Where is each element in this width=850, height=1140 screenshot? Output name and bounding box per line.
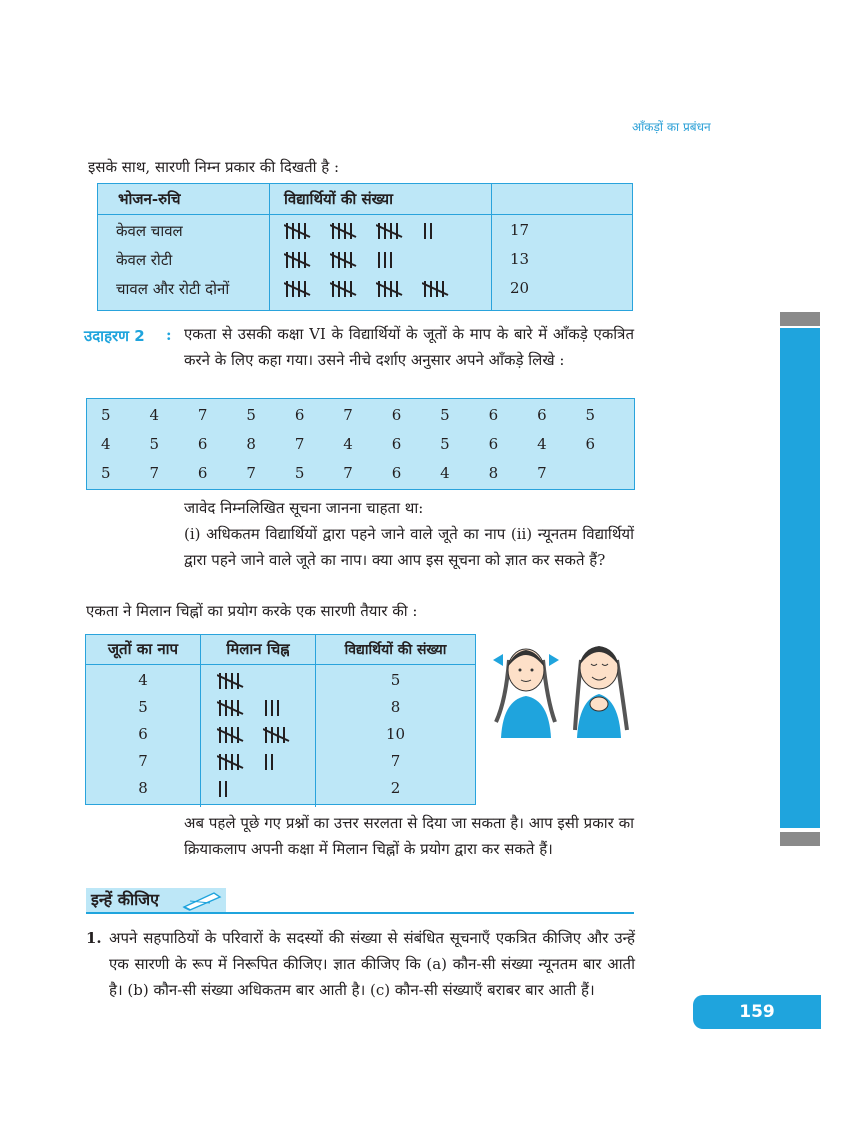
data-grid-cell: 8 [488, 463, 499, 482]
tally-group-five [330, 250, 360, 270]
table1-header-food: भोजन-रुचि [98, 184, 270, 214]
tally-marks [284, 279, 490, 308]
tally-group-partial [217, 779, 233, 799]
table1-row-label: चावल और रोटी दोनों [116, 279, 230, 298]
tally-group-partial [263, 698, 285, 718]
data-grid-cell: 6 [197, 463, 208, 482]
data-grid-cell: 6 [197, 434, 208, 453]
data-grid-cell: 5 [440, 434, 450, 453]
tally-group-five [330, 279, 360, 299]
table2-count: 5 [390, 670, 401, 689]
section-rule [86, 912, 634, 914]
data-grid-cell: 6 [391, 463, 402, 482]
table2-count-column [316, 664, 476, 807]
data-grid-cell: 6 [488, 405, 499, 424]
shoe-size-tally-table [85, 634, 476, 805]
data-grid-cell: 5 [149, 434, 159, 453]
example-text: एकता से उसकी कक्षा VI के विद्यार्थियों के जूतों के माप के बारे में आँकड़े एकत्रित करने के लिए कहा गया। उसने नीचे दर्शाए अनुसार अपने आँकड़े लिखे : [184, 325, 634, 369]
table2-size: 4 [138, 670, 148, 689]
tally-group-five [422, 279, 452, 299]
exercise-text: अपने सहपाठियों के परिवारों के सदस्यों की संख्या से संबंधित सूचनाएँ एकत्रित कीजिए और उन्हें एक सारणी के रूप में निरूपित कीजिए। ज्ञात कीजिए कि (a) कौन-सी संख्या न्यूनतम बार आती है। (b) कौन-सी संख्या अधिकतम बार आती है। (c) कौन-सी संख्याएँ बराबर बार आती हैं। [109, 929, 635, 999]
tally-group-five [284, 250, 314, 270]
tally-group-five [376, 221, 406, 241]
data-grid-cell: 4 [343, 434, 353, 453]
data-grid-cell: 6 [391, 434, 402, 453]
food-preference-table [97, 183, 633, 311]
girls-illustration [481, 630, 633, 738]
page-number: 159 [693, 995, 821, 1029]
tally-marks [284, 221, 490, 250]
data-grid-cell: 4 [440, 463, 450, 482]
data-grid-cell: 6 [488, 434, 499, 453]
exercise-number: 1. [86, 929, 102, 947]
data-grid-cell: 7 [343, 463, 353, 482]
table1-row-count: 17 [510, 220, 530, 239]
data-grid-cell: 5 [246, 405, 256, 424]
ekta-line: एकता ने मिलान चिह्नों का प्रयोग करके एक सारणी तैयार की : [86, 602, 418, 620]
data-grid-cell: 8 [246, 434, 256, 453]
javed-line: जावेद निम्नलिखित सूचना जानना चाहता था: [184, 499, 424, 517]
tally-marks [217, 698, 314, 725]
tally-group-partial [376, 250, 398, 270]
data-grid-cell: 7 [294, 434, 305, 453]
data-grid-cell: 6 [391, 405, 402, 424]
section-title: इन्हें कीजिए [91, 890, 160, 909]
table2-count: 2 [390, 778, 401, 797]
table2-tally-column [201, 664, 316, 807]
data-grid-cell: 5 [585, 405, 596, 424]
tally-marks [217, 779, 314, 806]
table2-header-tally: मिलान चिह्न [201, 635, 316, 664]
tally-marks [284, 250, 490, 279]
table1-header-blank [492, 184, 633, 214]
data-grid-cell: 4 [149, 405, 159, 424]
questions-text: (i) अधिकतम विद्यार्थियों द्वारा पहने जाने वाले जूते का नाप (ii) न्यूनतम विद्यार्थियों द्वारा पहने जाने वाले जूते का नाप। क्या आप इस सूचना को ज्ञात कर सकते हैं? [184, 525, 634, 569]
running-header: आँकड़ों का प्रबंधन [632, 120, 711, 134]
data-grid-cell: 4 [101, 434, 111, 453]
tally-group-five [217, 698, 247, 718]
tally-marks [217, 752, 314, 779]
data-grid-cell: 5 [440, 405, 450, 424]
tally-group-five [330, 221, 360, 241]
table2-size: 8 [138, 778, 148, 797]
answer-paragraph: अब पहले पूछे गए प्रश्नों का उत्तर सरलता से दिया जा सकता है। आप इसी प्रकार का क्रियाकलाप अपनी कक्षा में मिलान चिह्नों के प्रयोग द्वारा कर सकते हैं। [184, 814, 634, 858]
table2-header-size: जूतों का नाप [86, 635, 201, 664]
tally-group-five [263, 725, 293, 745]
shoe-size-data-grid [86, 398, 635, 490]
side-bar-top-cap [780, 312, 820, 326]
data-grid-cell: 7 [343, 405, 353, 424]
table2-header-count: विद्यार्थियों की संख्या [344, 641, 447, 658]
data-grid-cell: 5 [294, 463, 305, 482]
tally-marks [217, 671, 314, 698]
table2-size: 5 [138, 697, 148, 716]
data-grid-cell: 7 [149, 463, 159, 482]
data-grid-cell: 7 [197, 405, 208, 424]
table2-count: 10 [385, 724, 406, 743]
table1-row-count: 20 [510, 278, 530, 297]
side-bar-bottom-cap [780, 832, 820, 846]
data-grid-cell: 6 [294, 405, 305, 424]
data-grid-cell: 5 [101, 405, 111, 424]
data-grid-cell [586, 458, 634, 487]
table2-size: 6 [138, 724, 148, 743]
tally-group-five [217, 725, 247, 745]
tally-group-five [217, 752, 247, 772]
tally-group-five [284, 221, 314, 241]
intro-line: इसके साथ, सारणी निम्न प्रकार की दिखती है : [88, 158, 340, 176]
tally-group-five [376, 279, 406, 299]
table2-size-column [86, 664, 201, 807]
data-grid-cell: 5 [101, 463, 111, 482]
table2-size: 7 [138, 751, 148, 770]
data-grid-cell: 7 [246, 463, 256, 482]
data-grid-cell: 4 [537, 434, 547, 453]
table1-header-count: विद्यार्थियों की संख्या [270, 184, 492, 214]
data-grid-cell: 6 [585, 434, 596, 453]
example-label: उदाहरण 2 [84, 327, 145, 345]
table2-count: 8 [390, 697, 401, 716]
table1-row-count: 13 [510, 249, 530, 268]
tally-marks [217, 725, 314, 752]
data-grid-cell: 7 [537, 463, 547, 482]
data-grid-cell: 6 [537, 405, 547, 424]
tally-group-five [284, 279, 314, 299]
table1-row-label: केवल चावल [116, 221, 183, 240]
example-colon: : [166, 326, 172, 344]
table1-row-label: केवल रोटी [116, 250, 173, 269]
tally-group-partial [422, 221, 438, 241]
tally-group-partial [263, 752, 279, 772]
side-bar [780, 328, 820, 828]
table2-count: 7 [390, 751, 401, 770]
tally-group-five [217, 671, 247, 691]
